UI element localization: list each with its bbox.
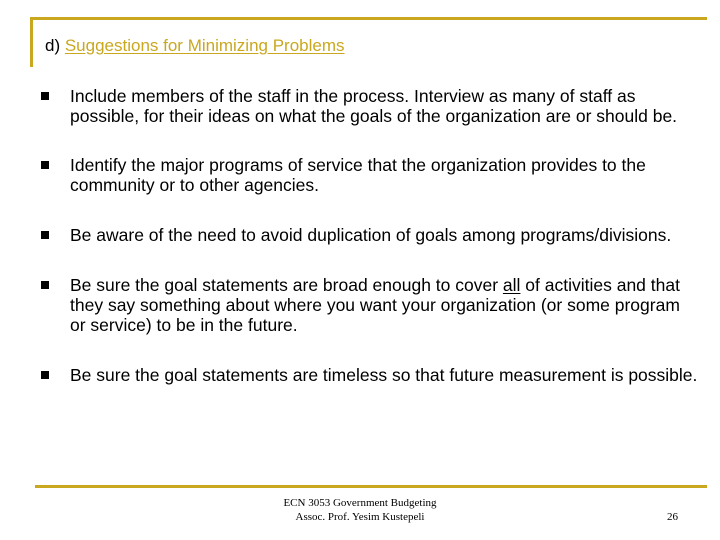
page-number: 26 [667, 511, 678, 523]
bullet-item [40, 365, 700, 385]
slide-title-link[interactable]: Suggestions for Minimizing Problems [64, 36, 345, 55]
slide-title-prefix: d) [45, 36, 65, 55]
title-frame-left-rule [30, 17, 33, 67]
square-bullet-icon [41, 92, 49, 100]
bullet-text: Identify the major programs of service that the organization provides to the community or to other agencies. [70, 155, 646, 195]
title-frame-top-rule [30, 17, 707, 20]
bullet-text: Include members of the staff in the process. Interview as many of staff as possible, for their ideas on what the goals of the organization are or should be. [70, 86, 678, 126]
bullet-list [40, 86, 700, 415]
bullet-item [40, 155, 700, 195]
footer-course-title: ECN 3053 Government Budgeting [283, 497, 437, 509]
bullet-text: Be aware of the need to avoid duplication of goals among programs/divisions. [70, 225, 672, 245]
bullet-item [40, 225, 700, 245]
slide-title [45, 35, 345, 57]
footer-instructor: Assoc. Prof. Yesim Kustepeli [295, 511, 425, 523]
footer-course-info [0, 496, 720, 524]
bullet-text-before: Be sure the goal statements are broad enough to cover [70, 275, 503, 295]
bullet-text [70, 275, 680, 335]
bullet-text-after: of activities and that they say something about where you want your organization (or some program or service) to be in the future. [70, 275, 680, 335]
square-bullet-icon [41, 281, 49, 289]
footer-rule [35, 485, 707, 488]
square-bullet-icon [41, 161, 49, 169]
square-bullet-icon [41, 371, 49, 379]
bullet-item [40, 86, 700, 126]
bullet-item [40, 275, 700, 335]
square-bullet-icon [41, 231, 49, 239]
bullet-text-underlined: all [502, 275, 521, 295]
bullet-text: Be sure the goal statements are timeless so that future measurement is possible. [70, 365, 698, 385]
